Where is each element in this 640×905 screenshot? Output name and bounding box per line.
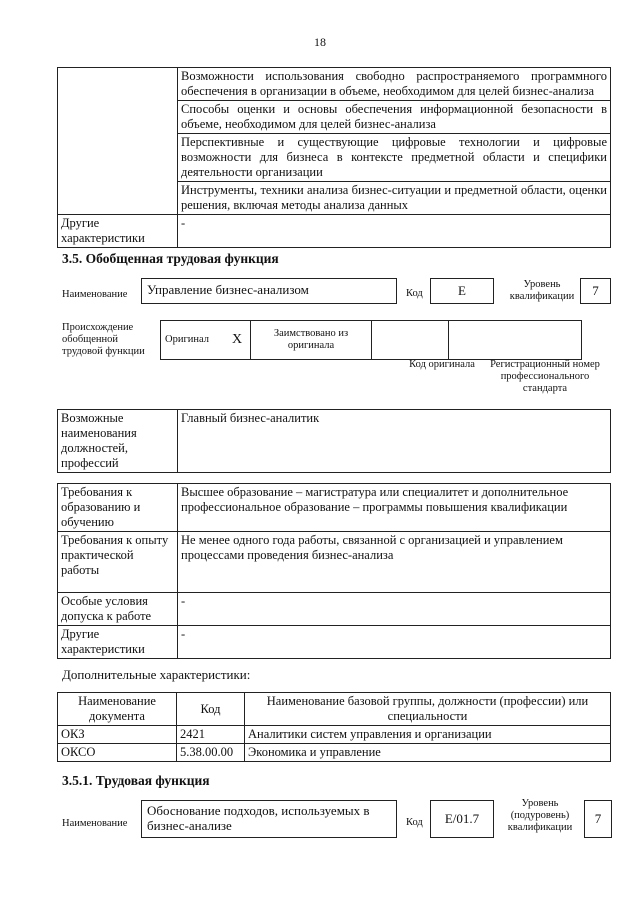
table-header-row: [58, 693, 611, 726]
table-cell: 2421: [177, 726, 245, 744]
code-label: Код: [406, 817, 423, 828]
level-label: Уровень (подуровень) квалификации: [507, 798, 573, 833]
requirement-value: -: [178, 593, 611, 626]
original-label: Оригинал: [161, 321, 225, 360]
requirement-label: Другие характеристики: [58, 626, 178, 659]
code-field: E: [430, 278, 494, 304]
requirement-value: -: [178, 626, 611, 659]
origin-label: Происхождение обобщенной трудовой функции: [62, 322, 145, 357]
code-original-cell: [372, 321, 449, 360]
section-title: 3.5.1. Трудовая функция: [62, 773, 210, 788]
other-characteristics-label: Другие характеристики: [58, 215, 178, 248]
reg-number-cell: [449, 321, 582, 360]
table-cell: Возможности использования свободно распространяемого программного обеспечения в организации в объеме, необходимом для целей бизнес-анализа: [178, 68, 611, 101]
other-characteristics-value: -: [178, 215, 611, 248]
empty-cell: [58, 68, 178, 215]
table-cell: ОКСО: [58, 744, 177, 762]
borrowed-label: Заимствовано из оригинала: [251, 321, 372, 360]
page-number: 18: [314, 35, 326, 49]
table-row: [58, 744, 611, 762]
table-row: [58, 593, 611, 626]
level-field: 7: [584, 800, 612, 838]
table-row: [58, 484, 611, 532]
table-cell: Экономика и управление: [245, 744, 611, 762]
level-field: 7: [580, 278, 611, 304]
code-field: E/01.7: [430, 800, 494, 838]
positions-table: [57, 409, 611, 473]
section-title: 3.5. Обобщенная трудовая функция: [62, 251, 279, 266]
code-original-label: Код оригинала: [409, 359, 475, 370]
table-cell: Аналитики систем управления и организации: [245, 726, 611, 744]
table-cell: 5.38.00.00: [177, 744, 245, 762]
knowledge-table: [57, 67, 611, 248]
table-row: [58, 215, 611, 248]
origin-table: [160, 320, 582, 360]
table-row: [58, 68, 611, 101]
requirement-label: Особые условия допуска к работе: [58, 593, 178, 626]
name-label: Наименование: [62, 289, 128, 300]
requirement-label: Требования к образованию и обучению: [58, 484, 178, 532]
header-cell: Код: [177, 693, 245, 726]
table-row: [58, 532, 611, 593]
requirement-value: Не менее одного года работы, связанной с организацией и управлением процессами проведения бизнес-анализа: [178, 532, 611, 593]
table-row: [161, 321, 582, 360]
additional-title: Дополнительные характеристики:: [62, 667, 251, 682]
header-cell: Наименование базовой группы, должности (профессии) или специальности: [245, 693, 611, 726]
requirement-value: Высшее образование – магистратура или специалитет и дополнительное профессиональное образование – программы повышения квалификации: [178, 484, 611, 532]
level-label: Уровень квалификации: [509, 279, 575, 302]
code-label: Код: [406, 288, 423, 299]
table-cell: Способы оценки и основы обеспечения информационной безопасности в объеме, необходимом для целей бизнес-анализа: [178, 101, 611, 134]
table-row: [58, 410, 611, 473]
table-row: [58, 626, 611, 659]
additional-table: [57, 692, 611, 762]
table-cell: Инструменты, техники анализа бизнес-ситуации и предметной области, оценки решения, включая методы анализа данных: [178, 182, 611, 215]
name-field: Управление бизнес-анализом: [141, 278, 397, 304]
requirement-label: Требования к опыту практической работы: [58, 532, 178, 593]
requirements-table: [57, 483, 611, 659]
original-mark: X: [224, 321, 251, 360]
name-field: Обоснование подходов, используемых в бизнес-анализе: [141, 800, 397, 838]
table-row: [58, 726, 611, 744]
table-cell: Перспективные и существующие цифровые технологии и цифровые возможности для бизнеса в контексте предметной области и специфики деятельности организации: [178, 134, 611, 182]
table-cell: ОКЗ: [58, 726, 177, 744]
header-cell: Наименование документа: [58, 693, 177, 726]
positions-value: Главный бизнес-аналитик: [178, 410, 611, 473]
positions-label: Возможные наименования должностей, профессий: [58, 410, 178, 473]
reg-number-label: Регистрационный номер профессионального стандарта: [490, 359, 600, 394]
name-label: Наименование: [62, 818, 128, 829]
